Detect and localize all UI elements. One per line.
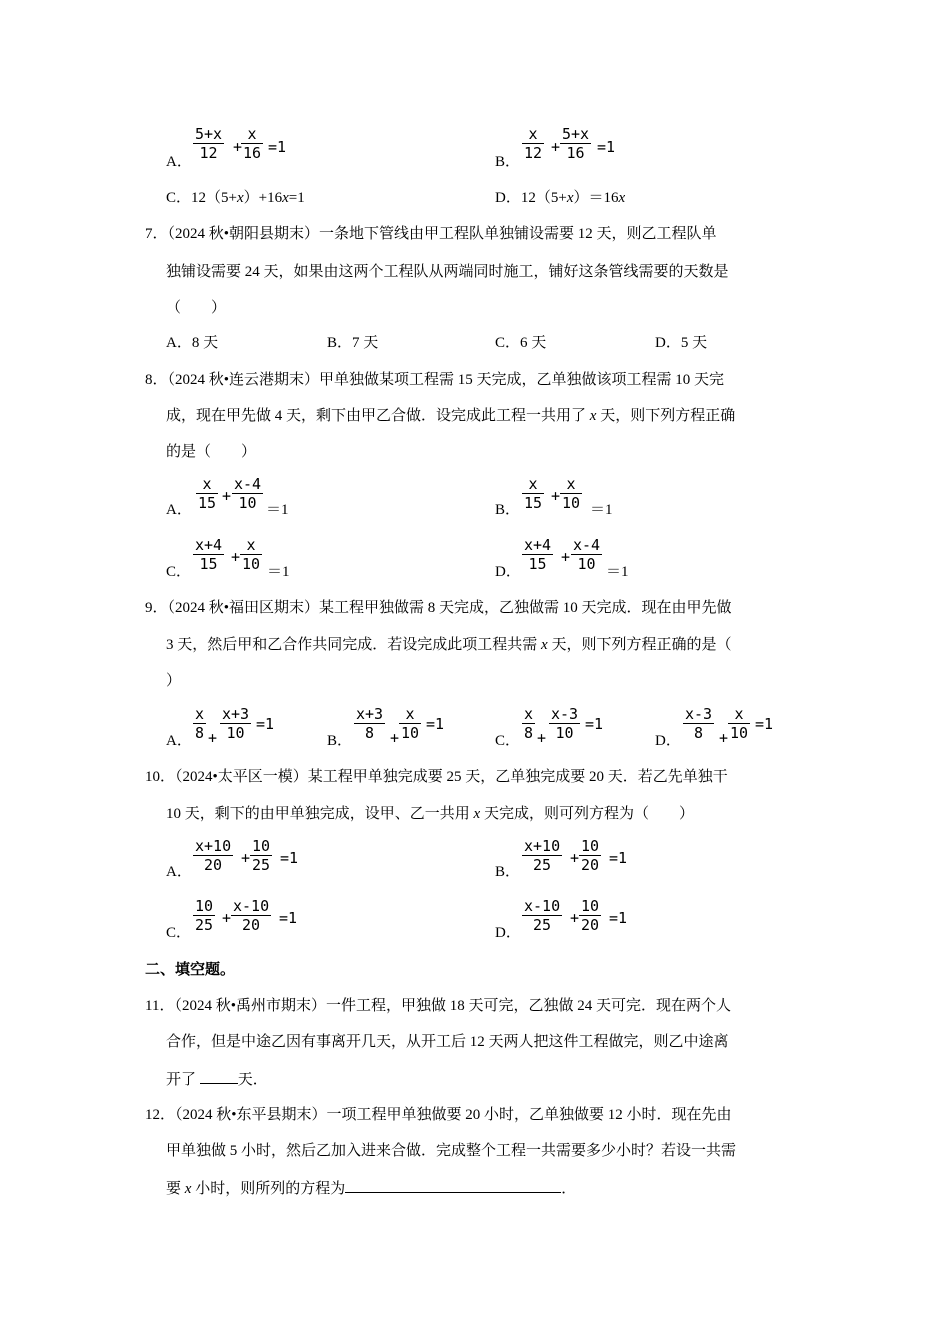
numerator: x+3 [222, 705, 250, 723]
q8-b-fraction-2 [560, 475, 582, 512]
numerator: x [522, 475, 544, 494]
q9-c-fraction-2 [549, 705, 580, 742]
q8-option-c-label: C． [166, 564, 192, 580]
equals-one: =1 [585, 715, 604, 733]
denominator: 16 [243, 144, 262, 162]
q10-a-fraction-1 [193, 837, 233, 874]
denominator: 15 [528, 555, 547, 573]
q10-d-fraction-1 [522, 897, 562, 934]
expr-part: ）＝16 [573, 190, 619, 206]
plus-sign: + [551, 487, 561, 505]
variable: x [184, 1181, 192, 1197]
q11-line-3 [166, 1069, 268, 1090]
variable: x [541, 637, 548, 653]
numerator: x [399, 705, 421, 724]
q11-line-2: 合作，但是中途乙因有事离开几天，从开工后 12 天两人把这件工程做完，则乙中途离 [166, 1034, 729, 1050]
denominator: 8 [365, 724, 375, 742]
plus-sign: + [390, 729, 400, 747]
denominator: 10 [401, 724, 420, 742]
plus-sign: + [551, 138, 561, 156]
denominator: 25 [533, 916, 552, 934]
q9-option-a-label: A． [166, 733, 192, 749]
q6-option-c [166, 188, 305, 208]
equals-one: =1 [426, 715, 445, 733]
q7-line-1: 7．（2024 秋•朝阳县期末）一条地下管线由甲工程队单独铺设需要 12 天，则乙工程队单 [145, 226, 717, 242]
q6-option-b-label: B． [495, 154, 521, 170]
numerator: x [524, 705, 534, 723]
q8-c-fraction-2 [240, 536, 262, 573]
q12-line-2: 甲单独做 5 小时，然后乙加入进来合做．完成整个工程一共需要多少小时？若设一共需 [166, 1143, 737, 1159]
denominator: 20 [204, 856, 223, 874]
plus-sign: + [537, 729, 547, 747]
q8-d-fraction-2 [571, 536, 602, 573]
denominator: 15 [199, 555, 218, 573]
denominator: 20 [242, 916, 261, 934]
equals-one: ＝1 [266, 502, 289, 518]
denominator: 16 [566, 144, 585, 162]
plus-sign: + [719, 729, 729, 747]
q9-line-3: ） [166, 673, 182, 689]
denominator: 20 [581, 916, 600, 934]
q9-a-fraction-1 [193, 705, 206, 742]
q10-b-fraction-2 [579, 837, 601, 874]
q8-option-d-label: D． [495, 564, 521, 580]
q10-option-a-label: A． [166, 864, 192, 880]
numerator: x-4 [234, 475, 262, 493]
numerator: x-10 [233, 897, 270, 915]
q9-option-d-label: D． [655, 733, 681, 749]
numerator: x+3 [356, 705, 384, 723]
denominator: 15 [524, 494, 543, 512]
denominator: 8 [694, 724, 704, 742]
denominator: 10 [555, 724, 574, 742]
plus-sign: + [241, 849, 251, 867]
q7-option-a: A．8 天 [166, 335, 219, 351]
q11-line-1: 11．（2024 秋•禹州市期末）一件工程，甲独做 18 天可完，乙独做 24 天可完．现在两个人 [145, 998, 731, 1014]
q10-line-1: 10．（2024•太平区一模）某工程甲单独完成要 25 天，乙单独完成要 20 天．若乙先单独干 [145, 769, 728, 785]
q8-option-b-label: B． [495, 502, 521, 518]
numerator: x-10 [524, 897, 561, 915]
denominator: 10 [242, 555, 261, 573]
equals-one: =1 [256, 715, 275, 733]
q9-line-1: 9．（2024 秋•福田区期末）某工程甲独做需 8 天完成，乙独做需 10 天完成．现在由甲先做 [145, 600, 732, 616]
variable: x [566, 190, 574, 206]
numerator: x [240, 536, 262, 555]
option-label: C． [166, 190, 192, 206]
plus-sign: + [208, 729, 218, 747]
text-part: 开了 [166, 1072, 200, 1088]
text-part: 成，现在甲先做 4 天，剩下由甲乙合做．设完成此工程一共用了 [166, 408, 590, 424]
denominator: 10 [730, 724, 749, 742]
variable: x [473, 806, 481, 822]
variable: x [282, 190, 289, 206]
plus-sign: + [233, 138, 243, 156]
plus-sign: + [222, 487, 232, 505]
numerator: x [195, 705, 205, 723]
numerator: x+10 [195, 837, 232, 855]
q8-b-fraction-1 [522, 475, 544, 512]
q6-a-fraction-2 [241, 125, 263, 162]
equals-one: ＝1 [267, 564, 290, 580]
q11-answer-blank[interactable] [200, 1069, 238, 1084]
plus-sign: + [561, 548, 571, 566]
q8-a-fraction-1 [196, 475, 218, 512]
q6-a-fraction-1 [193, 125, 224, 162]
denominator: 25 [252, 856, 271, 874]
denominator: 12 [524, 144, 543, 162]
q10-option-c-label: C． [166, 925, 192, 941]
expr-part: 12（5+ [191, 190, 237, 206]
equals-one: ＝1 [606, 564, 629, 580]
text-part: 天，则下列方程正确的是（ [547, 637, 732, 653]
q12-answer-blank[interactable] [345, 1178, 561, 1193]
numerator: 5+x [562, 125, 590, 143]
denominator: 8 [195, 724, 205, 742]
q8-line-3: 的是（ ） [166, 444, 257, 460]
q9-line-2 [166, 635, 731, 655]
equals-one: =1 [755, 715, 774, 733]
variable: x [236, 190, 244, 206]
q9-a-fraction-2 [220, 705, 251, 742]
q12-line-1: 12．（2024 秋•东平县期末）一项工程甲单独做要 20 小时，乙单独做要 12 小时．现在先由 [145, 1107, 732, 1123]
numerator: x [241, 125, 263, 144]
plus-sign: + [231, 548, 241, 566]
q10-a-fraction-2 [250, 837, 272, 874]
text-part: 天，则下列方程正确 [596, 408, 736, 424]
q7-option-c: C．6 天 [495, 335, 547, 351]
q9-b-fraction-2 [399, 705, 421, 742]
text-part: ． [561, 1181, 577, 1197]
plus-sign: + [570, 909, 580, 927]
numerator: 10 [252, 837, 271, 855]
denominator: 10 [238, 494, 257, 512]
variable: x [589, 408, 597, 424]
equals-one: ＝1 [590, 502, 613, 518]
q8-a-fraction-2 [232, 475, 263, 512]
numerator: 5+x [195, 125, 223, 143]
q6-option-a-label: A． [166, 154, 192, 170]
option-label: D． [495, 190, 521, 206]
denominator: 25 [195, 916, 214, 934]
text-part: 10 天，剩下的由甲单独完成，设甲、乙一共用 [166, 806, 474, 822]
q8-d-fraction-1 [522, 536, 553, 573]
q8-option-a-label: A． [166, 502, 192, 518]
q6-b-fraction-2 [560, 125, 591, 162]
numerator: x+4 [195, 536, 223, 554]
numerator: x+4 [524, 536, 552, 554]
denominator: 10 [562, 494, 581, 512]
q9-c-fraction-1 [522, 705, 535, 742]
q7-line-3: （ ） [166, 300, 227, 316]
q10-c-fraction-2 [231, 897, 271, 934]
section-heading-fill-in: 二、填空题。 [145, 962, 236, 978]
equals-one: =1 [597, 138, 616, 156]
plus-sign: + [222, 909, 232, 927]
numerator: 10 [581, 837, 600, 855]
numerator: x-3 [685, 705, 713, 723]
numerator: x-3 [551, 705, 579, 723]
denominator: 25 [533, 856, 552, 874]
equals-one: =1 [609, 849, 628, 867]
q8-c-fraction-1 [193, 536, 224, 573]
expr-part: ）+16 [243, 190, 283, 206]
denominator: 12 [199, 144, 218, 162]
denominator: 10 [577, 555, 596, 573]
text-part: 小时，则所列的方程为 [191, 1181, 346, 1197]
numerator: x [196, 475, 218, 494]
numerator: x [728, 705, 750, 724]
variable: x [618, 190, 626, 206]
q8-line-2 [166, 406, 735, 426]
equals-one: =1 [609, 909, 628, 927]
equals-one: =1 [280, 849, 299, 867]
numerator: 10 [195, 897, 214, 915]
q7-option-b: B．7 天 [327, 335, 379, 351]
equals-one: =1 [279, 909, 298, 927]
q10-option-d-label: D． [495, 925, 521, 941]
text-part: 3 天，然后甲和乙合作共同完成．若设完成此项工程共需 [166, 637, 542, 653]
q6-b-fraction-1 [522, 125, 544, 162]
q10-line-2 [166, 804, 694, 824]
q8-line-1: 8．（2024 秋•连云港期末）甲单独做某项工程需 15 天完成，乙单独做该项工程需 10 天完 [145, 372, 725, 388]
q7-line-2: 独铺设需要 24 天，如果由这两个工程队从两端同时施工，铺好这条管线需要的天数是 [166, 264, 729, 280]
denominator: 20 [581, 856, 600, 874]
q9-d-fraction-2 [728, 705, 750, 742]
expr-part: 12（5+ [520, 190, 567, 206]
q10-option-b-label: B． [495, 864, 521, 880]
q7-option-d: D．5 天 [655, 335, 708, 351]
q9-option-c-label: C． [495, 733, 521, 749]
denominator: 10 [226, 724, 245, 742]
numerator: 10 [581, 897, 600, 915]
denominator: 8 [524, 724, 534, 742]
q9-option-b-label: B． [327, 733, 353, 749]
q12-line-3 [166, 1178, 576, 1199]
text-part: 天． [237, 1072, 268, 1088]
numerator: x [522, 125, 544, 144]
text-part: 要 [166, 1181, 185, 1197]
q9-d-fraction-1 [683, 705, 714, 742]
q10-b-fraction-1 [522, 837, 562, 874]
text-part: 天完成，则可列方程为（ ） [480, 806, 694, 822]
numerator: x+10 [524, 837, 561, 855]
numerator: x-4 [573, 536, 601, 554]
q10-d-fraction-2 [579, 897, 601, 934]
q6-option-d [495, 188, 625, 208]
equals-one: =1 [268, 138, 287, 156]
expr-part: =1 [288, 190, 305, 206]
plus-sign: + [570, 849, 580, 867]
q9-b-fraction-1 [354, 705, 385, 742]
q10-c-fraction-1 [193, 897, 215, 934]
numerator: x [560, 475, 582, 494]
denominator: 15 [198, 494, 217, 512]
